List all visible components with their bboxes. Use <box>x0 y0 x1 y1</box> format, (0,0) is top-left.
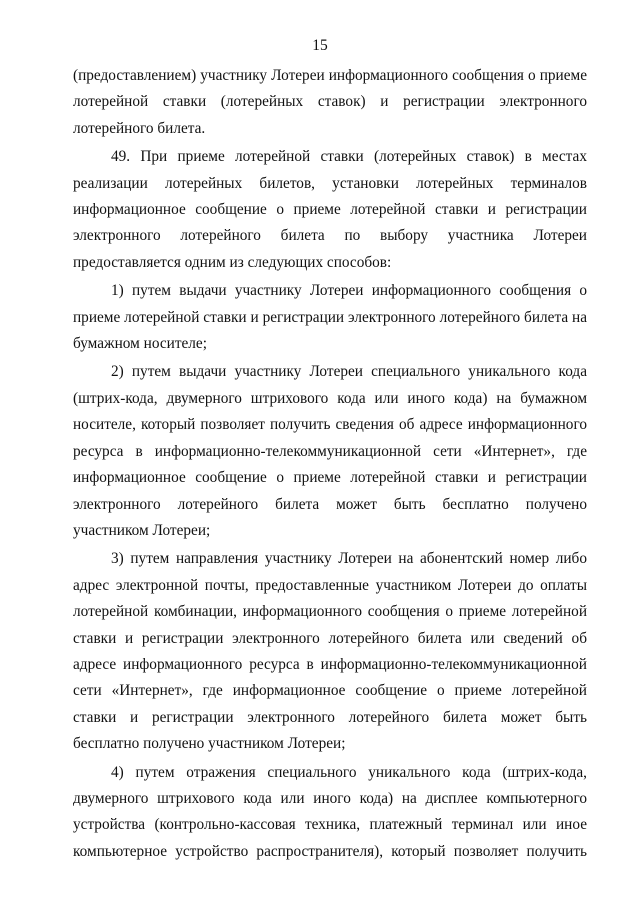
paragraph-item-3: 3) путем направления участнику Лотереи на абонентский номер либо адрес электронной почты, предоставленные участником Лотереи до оплаты лотерейной комбинации, информационного сообщения о приеме лотерейной ставки и регистрации электронного лотерейного билета или сведений об адресе информационного ресурса в информационно-телекоммуникационной сети «Интернет», где информационное сообщение о приеме лотерейной ставки и регистрации электронного лотерейного билета может быть бесплатно получено участником Лотереи; <box>73 550 587 753</box>
paragraph-item-4: 4) путем отражения специального уникального кода (штрих-кода, двумерного штрихового кода или иного кода) на дисплее компьютерного устройства (контрольно-кассовая техника, платежный терминал или иное компьютерное устройство распространителя), который позволяет получить <box>73 763 587 860</box>
paragraph-item-1: 1) путем выдачи участнику Лотереи информационного сообщения о приеме лотерейной ставки и регистрации электронного лотерейного билета на бумажном носителе; <box>73 282 587 353</box>
paragraph-item-2: 2) путем выдачи участнику Лотереи специального уникального кода (штрих-кода, двумерного штрихового кода или иного кода) на бумажном носителе, который позволяет получить сведения об адресе информационного ресурса в информационно-телекоммуникационной сети «Интернет», где информационное сообщение о приеме лотерейной ставки и регистрации электронного лотерейного билета может быть бесплатно получено участником Лотереи; <box>73 363 587 539</box>
document-body <box>73 63 587 865</box>
paragraph-continuation: (предоставлением) участнику Лотереи информационного сообщения о приеме лотерейной ставки (лотерейных ставок) и регистрации электронного лотерейного билета. <box>73 67 587 137</box>
page-number: 15 <box>312 37 328 54</box>
paragraph-clause-49: 49. При приеме лотерейной ставки (лотерейных ставок) в местах реализации лотерейных билетов, установки лотерейных терминалов информационное сообщение о приеме лотерейной ставки и регистрации электронного лотерейного билета по выбору участника Лотереи предоставляется одним из следующих способов: <box>73 148 587 271</box>
